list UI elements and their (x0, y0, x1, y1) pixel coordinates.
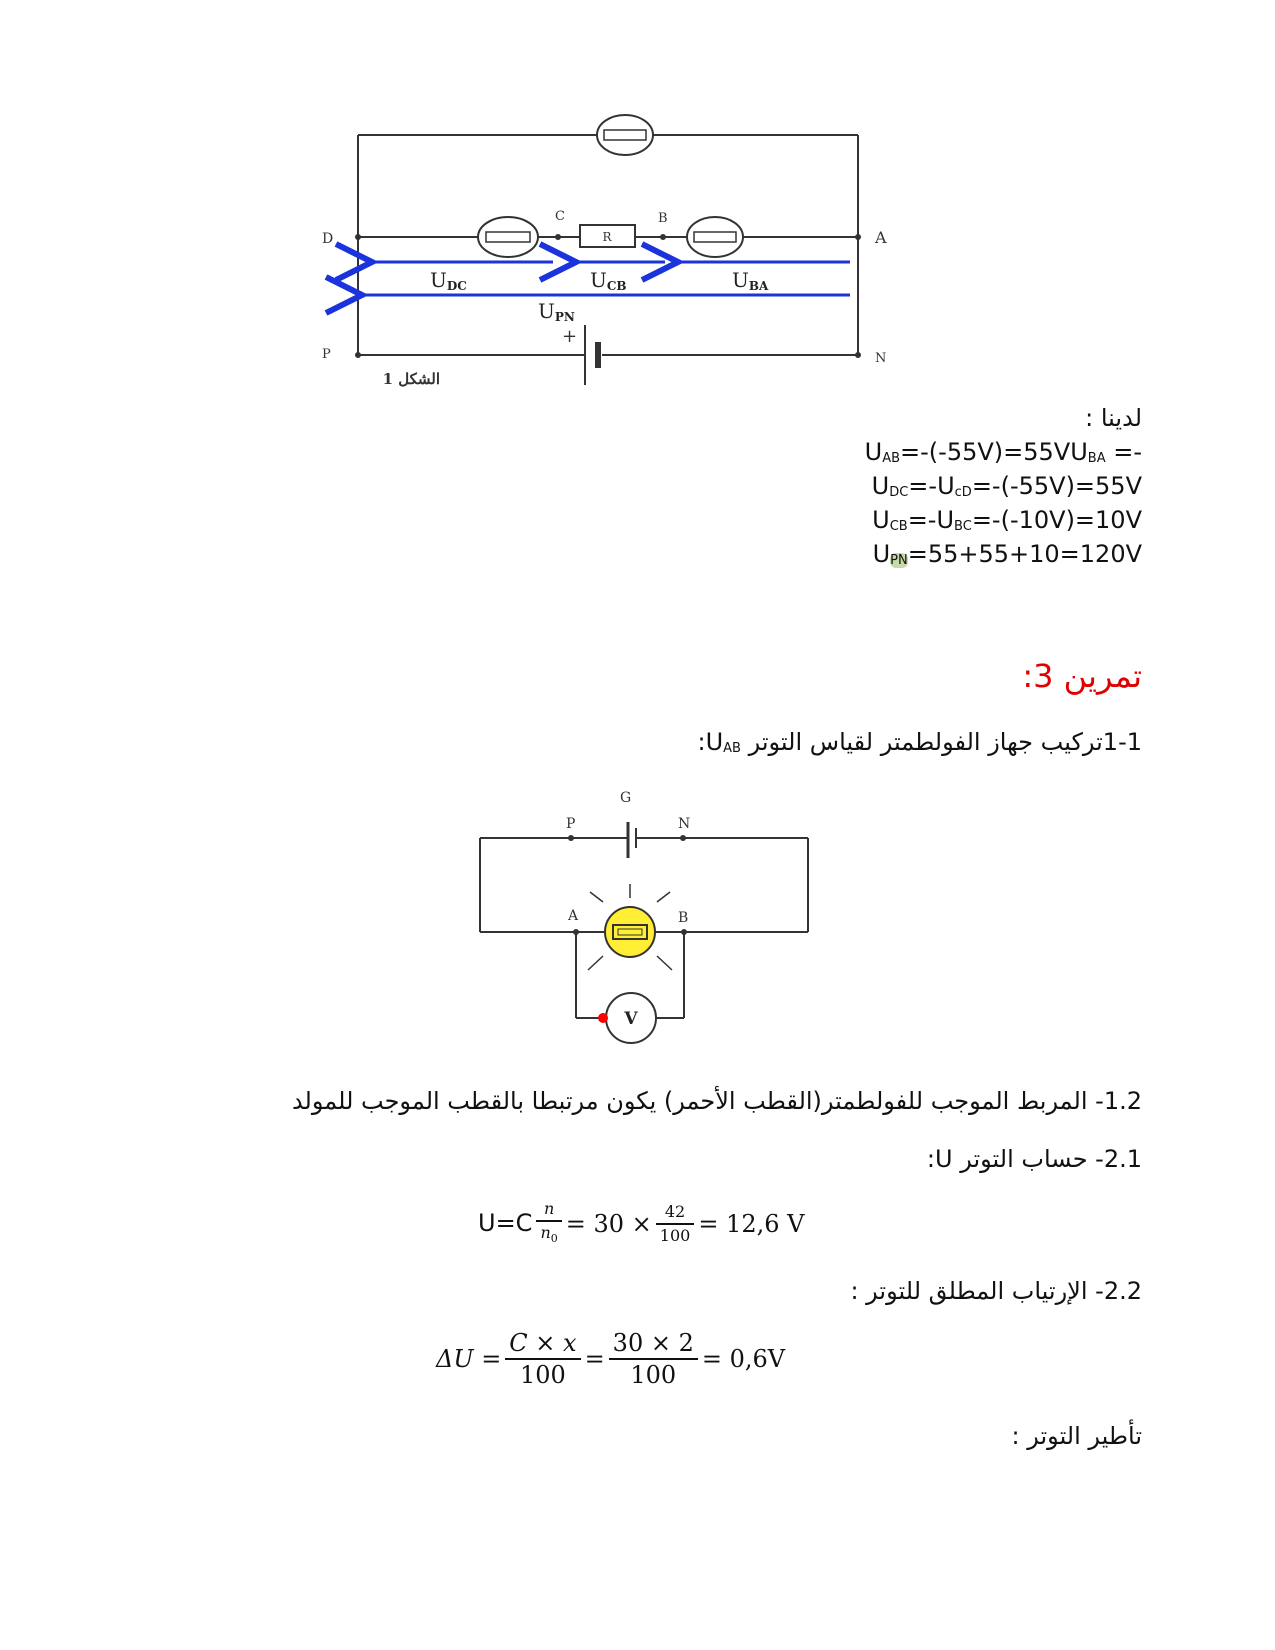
node-b: B (658, 211, 668, 226)
label-udc: UDC (430, 268, 467, 293)
lamp-dc (478, 217, 538, 257)
given-line-3: $U_{CB}=-U_{BC}=-(-10V)=10V$ (872, 506, 1142, 534)
question-1-1: 1-1تركيب جهاز الفولطمتر لقياس التوتر $U_{AB}$: (697, 728, 1142, 756)
answer-2-2: 2.2- الإرتياب المطلق للتوتر : (850, 1277, 1142, 1305)
equation-2: ΔU = $\frac{C \times x}{100}$ = $\frac{30 \times 2}{100}$ = 0,6V (436, 1329, 786, 1389)
answer-2-1: 2.1- حساب التوتر U: (926, 1145, 1142, 1173)
given-line-4: $U_{PN}=55+55+10=120V$ (872, 540, 1142, 568)
node-a: A (875, 228, 887, 247)
battery (585, 325, 598, 385)
node-a2: A (568, 908, 579, 924)
circuit-figure-1 (300, 110, 920, 400)
node-b2: B (678, 910, 689, 926)
voltmeter (606, 993, 656, 1043)
node-n2: N (678, 816, 691, 832)
node-g: G (620, 790, 632, 806)
answer-1-2: 1.2- المربط الموجب للفولطمتر(القطب الأحمر) يكون مرتبطا بالقطب الموجب للمولد (291, 1087, 1142, 1115)
final-label: تأطير التوتر : (1011, 1422, 1142, 1450)
resistor-r (580, 225, 635, 247)
lamp-top (597, 115, 653, 155)
resistor-label: R (602, 230, 612, 244)
figure-caption: الشكل 1 (382, 370, 440, 388)
given-line-1: $U_{AB}=-(-55V)=55VU_{BA}$ =- (864, 438, 1142, 466)
voltmeter-positive-terminal (598, 1013, 608, 1023)
lamp (605, 907, 655, 957)
node-p2: P (566, 816, 576, 832)
given-line-2: $U_{DC}=-U_{cD}=-(-55V)=55V$ (871, 472, 1142, 500)
voltmeter-label: V (624, 1009, 638, 1029)
node-n: N (875, 351, 887, 366)
given-title: لدينا : (1085, 404, 1142, 432)
battery-plus: + (562, 326, 578, 347)
label-uba: UBA (732, 268, 769, 293)
label-ucb: UCB (590, 268, 627, 293)
node-d: D (322, 231, 334, 247)
node-c: C (555, 209, 565, 224)
label-upn: UPN (538, 299, 575, 324)
exercise-3-title: تمرين 3: (1022, 657, 1142, 695)
generator (628, 822, 636, 858)
circuit-figure-2 (470, 780, 820, 1050)
lamp-ba (687, 217, 743, 257)
node-p: P (322, 347, 331, 362)
equation-1: U=C $\frac{n}{n_0}$ = 30 × $\frac{42}{100}$ = 12,6 V (478, 1199, 805, 1246)
